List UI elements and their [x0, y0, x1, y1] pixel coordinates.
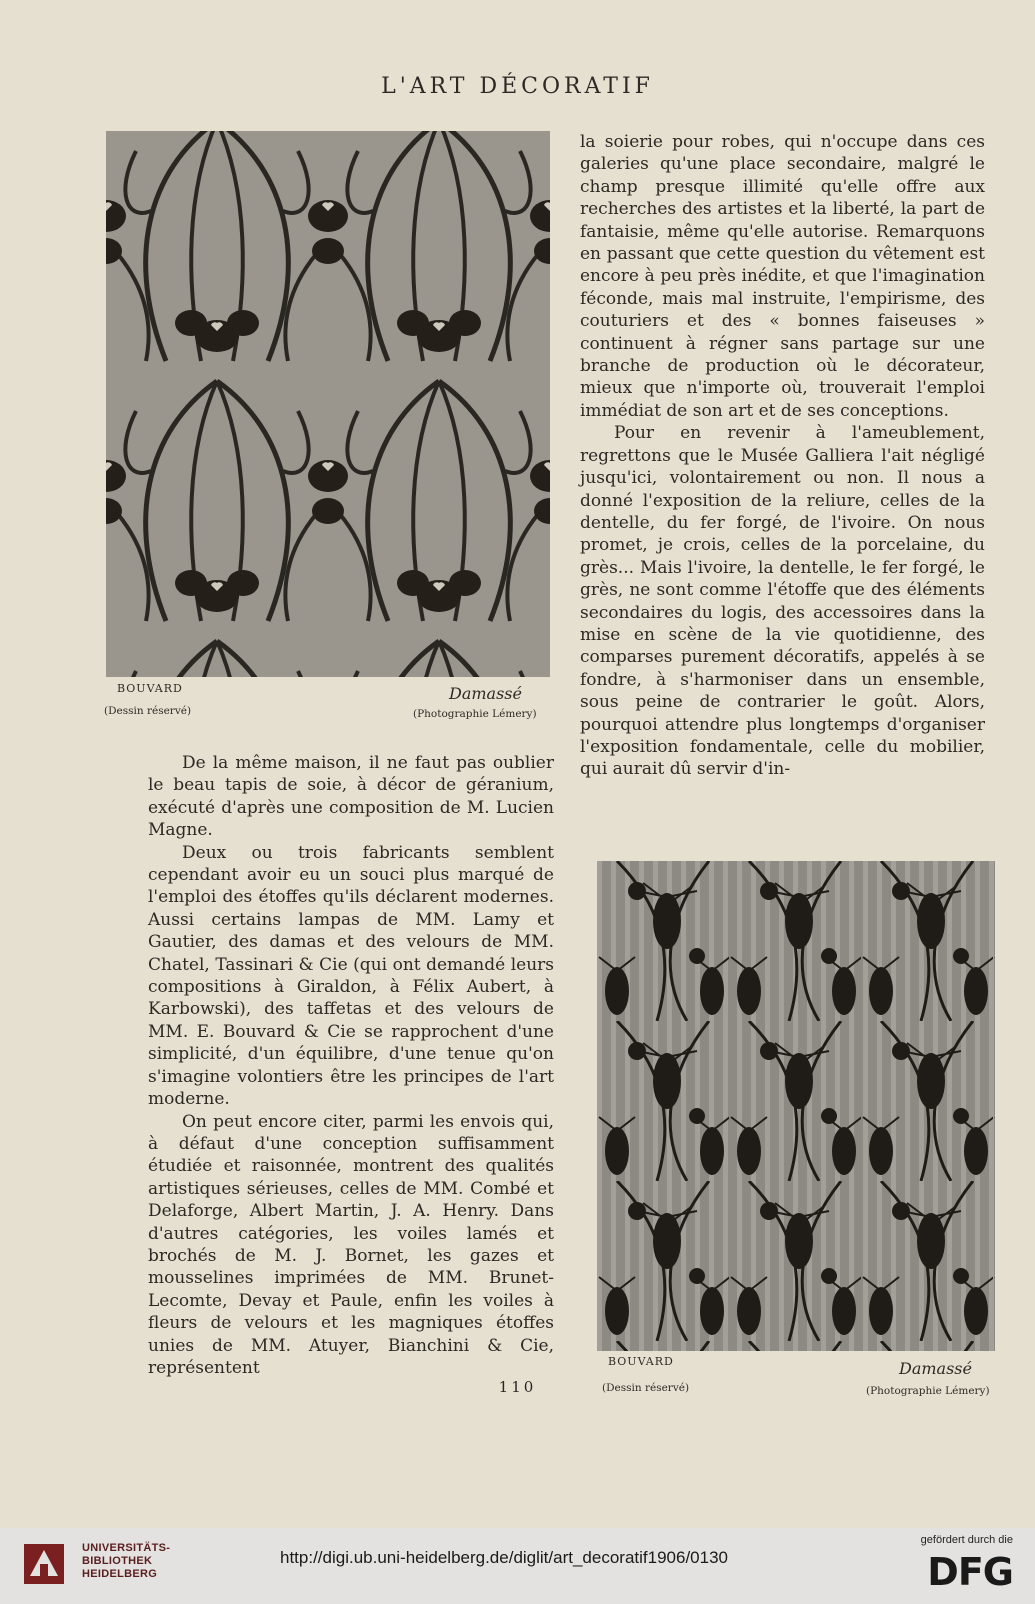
damask-pattern-1 — [106, 131, 550, 677]
left-column-text — [148, 752, 554, 1379]
digitization-footer — [0, 1528, 1035, 1604]
university-seal-icon — [22, 1542, 66, 1586]
figure2-maker: BOUVARD — [608, 1355, 674, 1368]
damask-photograph-1 — [106, 131, 550, 677]
paragraph: Deux ou trois fabricants semblent cependant avoir eu un souci plus marqué de l'emploi des étoffes qu'ils déclarent modernes. Aussi certains lampas de MM. Lamy et Gautier, des damas et des velours de MM. Chatel, Tassinari & Cie (qui ont demandé leurs compositions à Giraldon, à Félix Aubert, à Karbowski), des taffetas et des velours de MM. E. Bouvard & Cie se rapprochent d'une simplicité, d'un équilibre, d'une tenue qu'on s'imagine volontiers être les principes de l'art moderne. — [148, 842, 554, 1110]
damask-photograph-2 — [597, 861, 995, 1351]
paragraph: la soierie pour robes, qui n'occupe dans ces galeries qu'une place secondaire, malgré le champ presque illimité qu'elle offre aux recherches des artistes et la liberté, la part de fantaisie, même qu'elle autorise. Remarquons en passant que cette question du vêtement est encore à peu près inédite, et que l'imagination féconde, mais mal instruite, l'empirisme, des couturiers et des « bonnes faiseuses » continuent à régner sans partage sur une branche de production où le décorateur, mieux que n'importe où, trouverait l'emploi immédiat de son art et de ses conceptions. — [580, 132, 985, 421]
paragraph: On peut encore citer, parmi les envois qui, à défaut d'une conception suffisamment étudiée et raisonnée, montrent des qualités artistiques sérieuses, celles de MM. Combé et Delaforge, Albert Martin, J. A. Henry. Dans d'autres catégories, les voiles lamés et brochés de M. J. Bornet, les gazes et mousselines imprimées de MM. Brunet-Lecomte, Devay et Paule, enfin les voiles à fleurs de velours et les magniques étoffes unies de MM. Atuyer, Bianchini & Cie, représentent — [148, 1111, 554, 1378]
dfg-logo: DFG — [927, 1550, 1013, 1594]
figure2-credit-right: (Photographie Lémery) — [866, 1385, 990, 1397]
figure1-maker: BOUVARD — [117, 682, 183, 695]
damask-pattern-2 — [597, 861, 995, 1351]
figure1-title: Damassé — [449, 684, 522, 703]
running-header: L'ART DÉCORATIF — [381, 74, 654, 99]
figure2-credit-left: (Dessin réservé) — [602, 1382, 690, 1394]
funding-note: gefördert durch die — [920, 1534, 1013, 1546]
paragraph: Pour en revenir à l'ameublement, regrettons que le Musée Galliera l'ait négligé jusqu'ici, volontairement ou non. Il nous a donné l'exposition de la reliure, celles de la dentelle, du fer forgé, de l'ivoire. On nous promet, je crois, celles de la porcelaine, du grès... Mais l'ivoire, la dentelle, le fer forgé, le grès, ne sont comme l'étoffe que des éléments secondaires du logis, des accessoires dans la mise en scène de la vie quotidienne, des comparses purement décoratifs, appelés à se fondre, à s'harmoniser dans un ensemble, sous peine de contrarier le goût. Alors, pourquoi attendre plus longtemps d'organiser l'exposition fondamentale, celle du mobilier, qui aurait dû servir d'in- — [580, 423, 985, 780]
figure1-credit-right: (Photographie Lémery) — [413, 708, 537, 720]
page-number: 110 — [498, 1378, 537, 1396]
figure1-credit-left: (Dessin réservé) — [104, 705, 192, 717]
figure2-title: Damassé — [899, 1359, 972, 1378]
paragraph: De la même maison, il ne faut pas oublier le beau tapis de soie, à décor de géranium, exécuté d'après une composition de M. Lucien Magne. — [148, 753, 554, 841]
permalink-url[interactable]: http://digi.ub.uni-heidelberg.de/diglit/art_decoratif1906/0130 — [280, 1548, 728, 1567]
library-name: UNIVERSITÄTS- BIBLIOTHEK HEIDELBERG — [82, 1542, 171, 1580]
right-column-text — [580, 131, 985, 781]
